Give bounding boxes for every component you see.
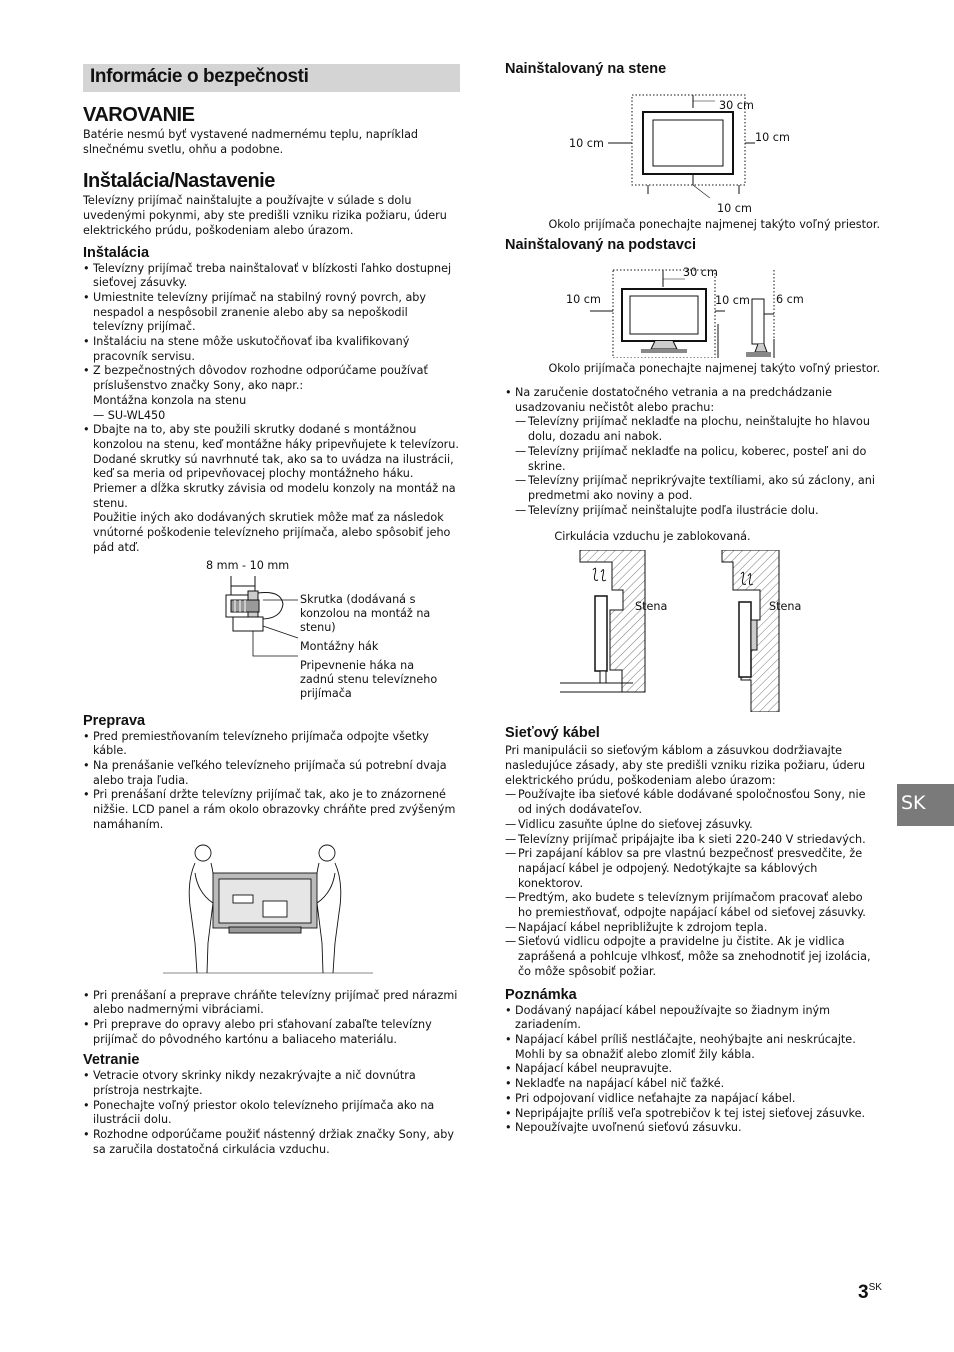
screw-dimension-label: 8 mm - 10 mm [206,558,290,572]
vent-list [505,386,880,518]
wall-left-label: 10 cm [569,137,604,150]
list-item: • Nepoužívajte uvoľnenú sieťovú zásuvku. [505,1121,880,1136]
wall-top-label: 30 cm [719,99,754,112]
section-title: Informácie o bezpečnosti [90,66,309,87]
stand-right-label: 10 cm [715,294,750,307]
list-item: • Ponechajte voľný priestor okolo televízneho prijímača ako na ilustrácii dolu. [83,1099,460,1128]
list-item: — Sieťovú vidlicu odpojte a pravidelne ju čistite. Ak je vidlica zaprášená a pohlcuje vlhkosť, môže sa znehodnotiť jej izolácia, čo môže spôsobiť požiar. [505,935,880,979]
right-column [505,60,880,1136]
installation-list [83,262,460,556]
list-item-text: • Dbajte na to, aby ste použili skrutky dodané s montážnou konzolou na stenu, keď montážne háky pripevňujete k televízoru. Dodané skrutky sú navrhnuté tak, ako sa to uvádza na ilustrácii, keď sa meria od pripevňovacej plochy montážneho háku. [93,423,459,481]
wall-label-2: Stena [769,600,802,614]
vent-sublist [515,415,880,518]
page-number-suffix: SK [868,1282,882,1293]
wall-caption: Okolo prijímača ponechajte najmenej takýto voľný priestor. [548,218,880,231]
list-item: • Rozhodne odporúčame použiť nástenný držiak značky Sony, aby sa zaručila dostatočná cirkulácia vzduchu. [83,1128,460,1157]
page-number-value: 3 [858,1282,869,1303]
note-title: Poznámka [505,986,577,1003]
stand-diagram [505,254,880,358]
list-item: — Televízny prijímač pripájajte iba k sieti 220-240 V striedavých. [505,833,880,848]
list-item: — Pri zapájaní káblov sa pre vlastnú bezpečnosť presvedčite, že napájací kábel je odpojený. Nedotýkajte sa káblových konektorov. [505,847,880,891]
stand-title: Nainštalovaný na podstavci [505,237,696,253]
carry-illustration [83,843,460,985]
list-item-line: Montážna konzola na stenu [93,393,247,407]
list-item: • Televízny prijímač treba nainštalovať v blízkosti ľahko dostupnej sieťovej zásuvky. [83,262,460,291]
transport-title: Preprava [83,712,146,729]
ventilation-title: Vetranie [83,1052,140,1069]
left-column [83,60,460,1158]
wall-diagram [505,78,880,215]
list-item: • Pri odpojovaní vidlice neťahajte za napájací kábel. [505,1092,880,1107]
wall-label-1: Stena [635,600,668,614]
wall-clearance-illustration [505,78,880,198]
stand-top-label: 30 cm [683,266,718,279]
hook-label: Montážny hák [300,639,379,653]
list-item: — Vidlicu zasuňte úplne do sieťovej zásuvky. [505,818,880,833]
list-item: • Inštaláciu na stene môže uskutočňovať iba kvalifikovaný pracovník servisu. [83,335,460,364]
list-item-text: • Z bezpečnostných dôvodov rozhodne odporúčame používať príslušenstvo značky Sony, ako napr.: [93,364,428,393]
list-item-text: • Na zaručenie dostatočného vetrania a na predchádzanie usadzovaniu nečistôt alebo prachu: [515,386,833,414]
list-item: — Televízny prijímač neprikrývajte textíliami, ako sú záclony, ani predmetmi ako noviny a pod. [515,474,880,503]
list-item: • Umiestnite televízny prijímač na stabilný rovný povrch, aby nespadol a nespôsobil zranenie alebo aby sa nepoškodil televízny prijímač. [83,291,460,335]
list-item-line: — SU-WL450 [93,408,166,422]
list-item: • Pred premiestňovaním televízneho prijímača odpojte všetky káble. [83,730,460,759]
wall-bottom-label: 10 cm [717,202,752,215]
list-item: • Pri prenášaní držte televízny prijímač tak, ako je to znázornené nižšie. LCD panel a rám okolo obrazovky chráňte pred zvýšeným namáhaním. [83,788,460,832]
install-setup-text: Televízny prijímač nainštalujte a používajte v súlade s dolu uvedenými pokynmi, aby ste predišli vzniku rizika požiaru, úderu elektrického prúdu, poškodeniam alebo úrazom. [83,194,447,237]
list-item: — Používajte iba sieťové káble dodávané spoločnosťou Sony, nie od iných dodávateľov. [505,788,880,817]
installation-title: Inštalácia [83,244,150,261]
blocked-airflow-illustration [505,550,880,712]
attach-label: Pripevnenie háka na zadnú stenu televízneho prijímača [300,658,438,700]
wall-right-label: 10 cm [755,131,790,144]
list-item: • Napájací kábel príliš nestláčajte, neohýbajte ani neskrúcajte. Mohli by sa obnažiť alebo zlomiť žily kábla. [505,1033,880,1062]
power-cable-title: Sieťový kábel [505,725,600,742]
list-item: — Predtým, ako budete s televíznym prijímačom pracovať alebo ho premiestňovať, odpojte napájací kábel od sieťovej zásuvky. [505,891,880,920]
wall-title: Nainštalovaný na stene [505,61,667,77]
warning-title: VAROVANIE [83,104,195,126]
list-item: • Napájací kábel neupravujte. [505,1062,880,1077]
list-item: • Vetracie otvory skrinky nikdy nezakrývajte a nič dovnútra prístroja nestrkajte. [83,1069,460,1098]
power-cable-intro: Pri manipulácii so sieťovým káblom a zásuvkou dodržiavajte nasledujúce zásady, aby ste predišli vzniku rizika požiaru, úderu elektrického prúdu, poškodeniam alebo úrazom: [505,744,866,787]
list-item [505,386,880,518]
language-tab: SK [897,784,954,826]
ventilation-list [83,1069,460,1157]
list-item-para: Použitie iných ako dodávaných skrutiek môže mať za následok vnútorné poškodenie televízneho prijímača, alebo spôsobiť jeho pád atď. [93,511,451,554]
power-cable-list [505,788,880,979]
list-item: • Na prenášanie veľkého televízneho prijímača sú potrební dvaja alebo traja ľudia. [83,759,460,788]
note-list [505,1004,880,1136]
list-item: — Televízny prijímač nekladťe na plochu, neinštalujte ho hlavou dolu, dozadu ani nabok. [515,415,880,444]
list-item: — Televízny prijímač neinštalujte podľa ilustrácie dolu. [515,504,880,519]
list-item: • Nekladťe na napájací kábel nič ťažké. [505,1077,880,1092]
list-item: • Nepripájajte príliš veľa spotrebičov k tej istej sieťovej zásuvke. [505,1107,880,1122]
list-item: • Pri preprave do opravy alebo pri sťahovaní zabaľte televízny prijímač do pôvodného kartónu a baliaceho materiálu. [83,1018,460,1047]
stand-caption: Okolo prijímača ponechajte najmenej takýto voľný priestor. [548,362,880,375]
transport-list [83,730,460,833]
blocked-diagram [505,550,880,712]
stand-back-label: 6 cm [776,293,804,306]
list-item [83,364,460,423]
list-item: • Dodávaný napájací kábel nepoužívajte so žiadnym iným zariadením. [505,1004,880,1033]
list-item: — Televízny prijímač nekladťe na policu, koberec, posteľ ani do skrine. [515,445,880,474]
list-item-para: Priemer a dĺžka skrutky závisia od modelu konzoly na montáž na stenu. [93,482,456,510]
screw-label: Skrutka (dodávaná s konzolou na montáž na stenu) [300,592,431,634]
blocked-caption: Cirkulácia vzduchu je zablokovaná. [554,530,751,544]
list-item [83,423,460,555]
warning-text: Batérie nesmú byť vystavené nadmernému teplu, napríklad slnečnému svetlu, ohňu a podobne. [83,128,419,156]
list-item: • Pri prenášaní a preprave chráňte televízny prijímač pred nárazmi alebo nadmernými vibráciami. [83,989,460,1018]
screw-diagram [83,556,460,708]
install-setup-title: Inštalácia/Nastavenie [83,170,275,193]
list-item: — Napájací kábel nepribližujte k zdrojom tepla. [505,921,880,936]
section-header [83,64,460,92]
transport-list-2 [83,989,460,1048]
page-number [858,1282,882,1304]
stand-left-label: 10 cm [566,293,601,306]
